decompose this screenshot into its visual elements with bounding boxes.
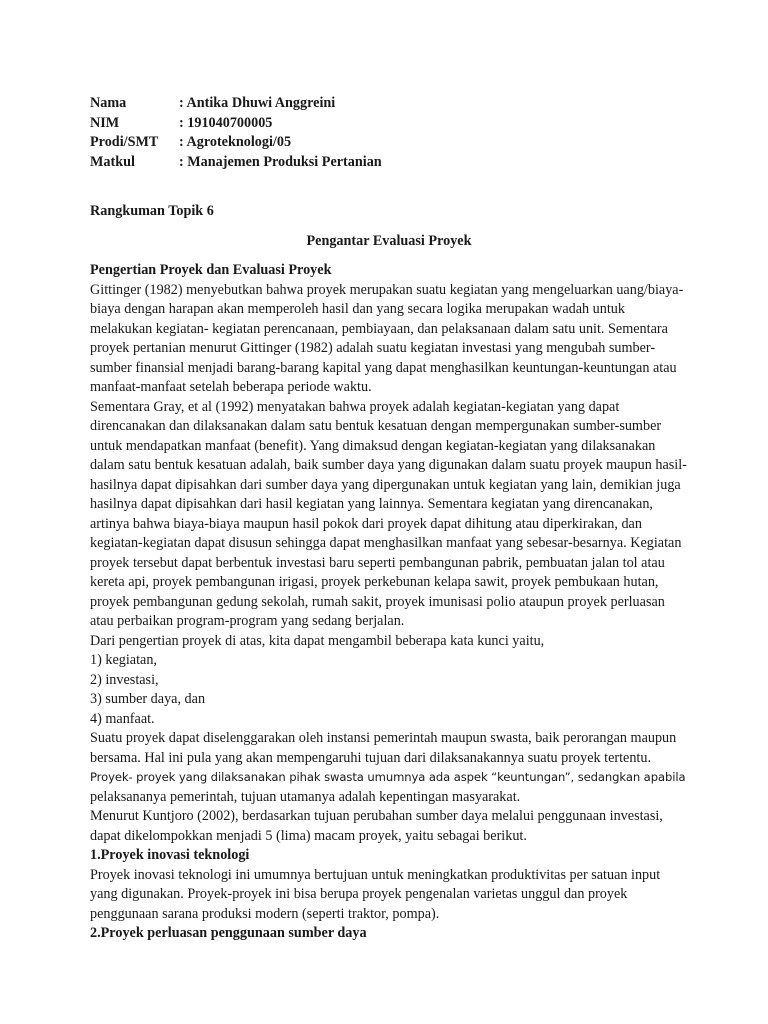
info-label: Nama [90, 95, 127, 111]
student-info [90, 94, 688, 172]
list-item: 1) kegiatan, [90, 652, 157, 668]
summary-label: Rangkuman Topik 6 [90, 203, 214, 219]
paragraph-government-line: pelaksananya pemerintah, tujuan utamanya adalah kepentingan masyarakat. [90, 788, 521, 805]
info-label: NIM [90, 114, 120, 131]
info-row-nim [90, 114, 688, 134]
info-value: : 191040700005 [179, 114, 273, 131]
paragraph-innovation: Proyek inovasi teknologi ini umumnya bertujuan untuk meningkatkan produktivitas per satuan input yang digunakan. Proyek-proyek ini bisa berupa proyek pengenalan varietas unggul dan proyek penggunaan sarana produksi modern (seperti traktor, pompa). [90, 866, 661, 922]
info-label: Prodi/SMT [90, 134, 159, 150]
keyword-list [90, 651, 688, 729]
paragraph-gray: Sementara Gray, et al (1992) menyatakan bahwa proyek adalah kegiatan-kegiatan yang dapat direncanakan dan dilaksanakan dalam satu bentuk kesatuan dengan mempergunakan sumber-sumber untuk mendapatkan manfaat (benefit). Yang dimaksud dengan kegiatan-kegiatan yang dilaksanakan dalam satu bentuk kesatuan adalah, baik sumber daya yang digunakan dalam suatu proyek maupun hasil-hasilnya dapat dipisahkan dari sumber daya yang dipergunakan untuk kegiatan yang lain, demikian juga hasilnya dapat dipisahkan dari hasil kegiatan yang lainnya. Sementara kegiatan yang direncanakan, artinya bahwa biaya-biaya maupun hasil pokok dari proyek dapat dihitung atau diperkirakan, dan kegiatan-kegiatan dapat disusun sehingga dapat menghasilkan manfaat yang sebesar-besarnya. Kegiatan proyek tersebut dapat berbentuk investasi baru seperti pembangunan pabrik, pembuatan jalan tol atau kereta api, proyek pembangunan irigasi, proyek perkebunan kelapa sawit, proyek pembukaan hutan, proyek pembangunan gedung sekolah, rumah sakit, proyek imunisasi polio ataupun proyek perluasan atau perbaikan program-program yang sedang berjalan. [90, 398, 687, 629]
info-value: : Agroteknologi/05 [179, 134, 292, 150]
section-heading: Pengertian Proyek dan Evaluasi Proyek [90, 262, 332, 278]
info-value: : Manajemen Produksi Pertanian [179, 153, 382, 170]
list-item: 3) sumber daya, dan [90, 691, 206, 707]
paragraph-organizer: Suatu proyek dapat diselenggarakan oleh instansi pemerintah maupun swasta, baik perorangan maupun bersama. Hal ini pula yang akan mempengaruhi tujuan dari dilaksanakannya suatu proyek tertentu. [90, 730, 677, 766]
paragraph-private-line: Proyek- proyek yang dilaksanakan pihak swasta umumnya ada aspek “keuntungan”, sedangkan apabila [90, 770, 686, 784]
paragraph-keywords-intro: Dari pengertian proyek di atas, kita dapat mengambil beberapa kata kunci yaitu, [90, 632, 545, 649]
info-row-matkul [90, 153, 688, 173]
paragraph-gittinger: Gittinger (1982) menyebutkan bahwa proyek merupakan suatu kegiatan yang mengeluarkan uang/biaya-biaya dengan harapan akan memperoleh hasil dan yang secara logika merupakan wadah untuk melakukan kegiatan- kegiatan perencanaan, pembiayaan, dan pelaksanaan dalam satu unit. Sementara proyek pertanian menurut Gittinger (1982) adalah suatu kegiatan investasi yang mengubah sumber-sumber finansial menjadi barang-barang kapital yang dapat menghasilkan keuntungan-keuntungan atau manfaat-manfaat setelah beberapa periode waktu. [90, 281, 684, 395]
info-row-prodi [90, 133, 688, 153]
subheading-resource-expansion: 2.Proyek perluasan penggunaan sumber daya [90, 925, 367, 941]
info-value: : Antika Dhuwi Anggreini [179, 95, 336, 111]
info-row-nama [90, 94, 688, 114]
list-item: 2) investasi, [90, 671, 159, 688]
list-item: 4) manfaat. [90, 710, 155, 727]
paragraph-kuntjoro: Menurut Kuntjoro (2002), berdasarkan tujuan perubahan sumber daya melalui penggunaan investasi, dapat dikelompokkan menjadi 5 (lima) macam proyek, yaitu sebagai berikut. [90, 808, 663, 844]
subheading-innovation: 1.Proyek inovasi teknologi [90, 847, 250, 863]
page-title: Pengantar Evaluasi Proyek [306, 232, 472, 249]
info-label: Matkul [90, 153, 135, 170]
